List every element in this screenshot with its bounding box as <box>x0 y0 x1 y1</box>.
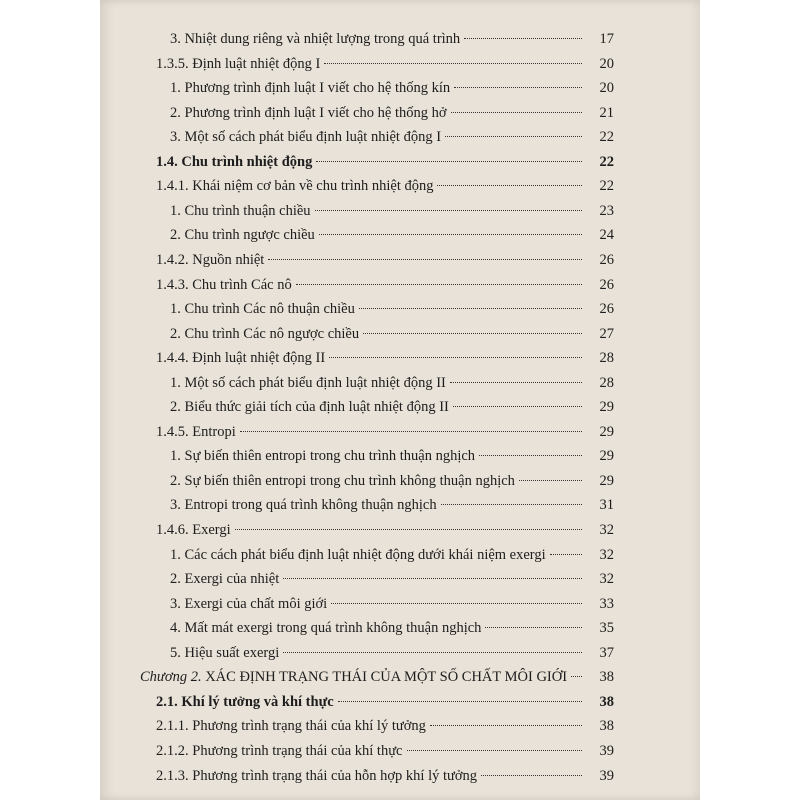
toc-page-number: 26 <box>599 251 614 268</box>
toc-page-number: 39 <box>599 742 614 759</box>
dot-leader <box>453 406 582 407</box>
dot-leader <box>268 259 582 260</box>
toc-entry-text: 3. Entropi trong quá trình không thuận nghịch <box>170 497 437 514</box>
toc-page-number: 39 <box>599 767 614 784</box>
dot-leader <box>338 701 582 702</box>
toc-entry-title <box>156 743 403 760</box>
dot-leader <box>296 284 582 285</box>
toc-entry-text: 1. Một số cách phát biểu định luật nhiệt động II <box>170 374 446 391</box>
toc-entry-title <box>170 375 446 392</box>
toc-page-number: 29 <box>599 472 614 489</box>
toc-entry-text: 1. Chu trình Các nô thuận chiều <box>170 301 355 318</box>
toc-entry-text: 2. Chu trình Các nô ngược chiều <box>170 325 360 342</box>
toc-entry-text: 1.4.4. Định luật nhiệt động II <box>156 350 326 367</box>
toc-page-number: 35 <box>599 620 614 637</box>
toc-entry-title <box>170 571 279 588</box>
toc-entry <box>170 571 614 591</box>
toc-entry-text: XÁC ĐỊNH TRẠNG THÁI CỦA MỘT SỐ CHẤT MÔI GIỚI <box>205 669 568 686</box>
toc-entry <box>170 473 614 493</box>
toc-page-number: 27 <box>599 325 614 342</box>
toc-entry-title <box>156 56 320 73</box>
toc-entry-text: 2. Sự biến thiên entropi trong chu trình không thuận nghịch <box>170 472 515 489</box>
toc-entry <box>170 448 614 468</box>
toc-entry-title <box>170 105 447 122</box>
toc-entry <box>156 424 614 444</box>
book-page <box>100 0 700 800</box>
toc-entry-title <box>156 277 292 294</box>
toc-entry <box>170 620 614 640</box>
toc-entry-text: 1. Chu trình thuận chiều <box>170 202 311 219</box>
dot-leader <box>235 529 582 530</box>
toc-page-number: 38 <box>599 718 614 735</box>
toc-page-number: 22 <box>599 178 614 195</box>
toc-entry-title <box>170 473 515 490</box>
toc-entry-title <box>170 399 449 416</box>
toc-entry-title <box>156 154 312 171</box>
toc-page-number: 32 <box>599 522 614 538</box>
toc-entry <box>170 645 614 665</box>
toc-entry-title <box>170 129 441 146</box>
toc-page-number: 28 <box>599 374 614 391</box>
toc-entry-title <box>170 448 475 465</box>
toc-page-number: 20 <box>599 80 614 97</box>
toc-page-number: 32 <box>599 571 614 588</box>
dot-leader <box>407 750 583 751</box>
toc-entry-title <box>170 227 315 244</box>
dot-leader <box>445 136 582 137</box>
toc-entry-text: 1.4.5. Entropi <box>156 423 236 440</box>
toc-entry <box>170 596 614 616</box>
dot-leader <box>283 578 582 579</box>
dot-leader <box>450 382 582 383</box>
dot-leader <box>451 112 582 113</box>
dot-leader <box>481 775 582 776</box>
toc-entry-title <box>156 718 426 735</box>
toc-entry <box>156 178 614 198</box>
toc-page-number: 24 <box>599 227 614 244</box>
toc-entry-text: 1. Phương trình định luật I viết cho hệ thống kín <box>170 80 451 97</box>
toc-entry-title <box>170 80 450 97</box>
toc-entry-text: 2.1.3. Phương trình trạng thái của hỗn hợp khí lý tưởng <box>156 767 478 784</box>
toc-entry <box>156 743 614 763</box>
dot-leader <box>240 431 582 432</box>
dot-leader <box>363 333 582 334</box>
dot-leader <box>485 627 582 628</box>
toc-entry <box>170 399 614 419</box>
dot-leader <box>319 234 582 235</box>
toc-page-number: 26 <box>599 301 614 318</box>
dot-leader <box>331 603 582 604</box>
toc-entry-title <box>170 596 327 613</box>
toc-entry-title <box>140 669 567 686</box>
dot-leader <box>550 554 582 555</box>
toc-entry <box>170 326 614 346</box>
toc-entry-text: 2.1.2. Phương trình trạng thái của khí thực <box>156 742 403 759</box>
toc-entry <box>170 80 614 100</box>
toc-entry <box>170 497 614 517</box>
dot-leader <box>283 652 582 653</box>
dot-leader <box>519 480 582 481</box>
toc-entry-text: 1.4.6. Exergi <box>156 522 231 538</box>
toc-entry-text: 1.4. Chu trình nhiệt động <box>156 153 313 170</box>
toc-page-number: 17 <box>599 31 614 47</box>
toc-page-number: 29 <box>599 448 614 465</box>
toc-entry <box>170 375 614 395</box>
dot-leader <box>324 63 582 64</box>
toc-entry-title <box>170 301 355 318</box>
toc-entry <box>156 154 614 174</box>
toc-entry <box>156 718 614 738</box>
toc-entry-text: 3. Exergi của chất môi giới <box>170 595 328 612</box>
toc-entry <box>156 522 614 542</box>
toc-entry <box>156 350 614 370</box>
toc-entry-text: 2.1.1. Phương trình trạng thái của khí lý tưởng <box>156 718 426 735</box>
toc-entry-title <box>170 31 460 48</box>
toc-page-number: 22 <box>599 153 614 170</box>
toc-page-number: 37 <box>599 644 614 661</box>
dot-leader <box>441 504 582 505</box>
toc-entry-text: 1.4.2. Nguồn nhiệt <box>156 251 265 268</box>
toc-page-number: 29 <box>599 399 614 416</box>
toc-entry <box>156 252 614 272</box>
toc-entry-title <box>170 203 311 220</box>
toc-entry-text: 2. Biểu thức giải tích của định luật nhiệt động II <box>170 399 449 416</box>
toc-entry-text: 2. Phương trình định luật I viết cho hệ thống hở <box>170 104 447 121</box>
toc-page-number: 38 <box>599 693 614 710</box>
toc-entry-text: 4. Mất mát exergi trong quá trình không thuận nghịch <box>170 620 482 637</box>
toc-entry <box>156 277 614 297</box>
toc-entry <box>156 768 614 788</box>
dot-leader <box>479 455 582 456</box>
toc-entry-text: 1.4.3. Chu trình Các nô <box>156 276 292 293</box>
toc-entry <box>140 669 614 689</box>
toc-entry-text: 5. Hiệu suất exergi <box>170 644 280 661</box>
toc-entry-title <box>170 326 359 343</box>
dot-leader <box>571 676 582 677</box>
toc-entry-title <box>170 620 481 637</box>
dot-leader <box>430 725 582 726</box>
toc-page-number: 28 <box>599 350 614 367</box>
toc-entry <box>170 105 614 125</box>
toc-entry <box>170 301 614 321</box>
dot-leader <box>329 357 582 358</box>
toc-page-number: 32 <box>599 546 614 563</box>
toc-entry-text: 1. Sự biến thiên entropi trong chu trình thuận nghịch <box>170 448 476 465</box>
toc-entry-text: 1. Các cách phát biểu định luật nhiệt động dưới khái niệm exergi <box>170 546 546 563</box>
toc-entry-text: 1.4.1. Khái niệm cơ bản về chu trình nhiệt động <box>156 178 434 195</box>
dot-leader <box>316 161 582 162</box>
toc-entry-title <box>156 350 325 367</box>
toc-entry-title <box>156 522 231 539</box>
toc-entry <box>170 203 614 223</box>
toc-entry-title <box>156 252 264 269</box>
dot-leader <box>315 210 582 211</box>
toc-page-number: 31 <box>599 497 614 514</box>
toc-entry-title <box>156 768 477 785</box>
toc-page-number: 22 <box>599 129 614 146</box>
toc-page-number: 38 <box>599 669 614 686</box>
toc-entry-title <box>170 547 546 564</box>
toc-entry-title <box>156 694 334 711</box>
toc-entry-title <box>170 497 437 514</box>
toc-entry-text: 3. Một số cách phát biểu định luật nhiệt động I <box>170 129 442 146</box>
toc-entry <box>170 31 614 51</box>
dot-leader <box>437 185 582 186</box>
dot-leader <box>464 38 582 39</box>
toc-entry <box>156 694 614 714</box>
toc-page-number: 21 <box>599 104 614 121</box>
toc-entry-text: 2. Exergi của nhiệt <box>170 571 280 588</box>
toc-entry-text: 2.1. Khí lý tưởng và khí thực <box>156 693 334 710</box>
toc-entry-text: 3. Nhiệt dung riêng và nhiệt lượng trong quá trình <box>170 31 461 47</box>
toc-page-number: 26 <box>599 276 614 293</box>
toc-entry <box>170 129 614 149</box>
toc-page-number: 20 <box>599 55 614 72</box>
toc-page-number: 33 <box>599 595 614 612</box>
dot-leader <box>359 308 582 309</box>
toc-page-number: 29 <box>599 423 614 440</box>
toc-entry <box>170 227 614 247</box>
toc-entry-text: 2. Chu trình ngược chiều <box>170 227 315 244</box>
toc-entry <box>170 547 614 567</box>
chapter-label: Chương 2. <box>140 669 202 686</box>
toc-page-number: 23 <box>599 202 614 219</box>
dot-leader <box>454 87 582 88</box>
toc-entry-title <box>156 424 236 441</box>
toc-entry-title <box>156 178 433 195</box>
toc-entry-title <box>170 645 279 662</box>
toc-entry-text: 1.3.5. Định luật nhiệt động I <box>156 55 321 72</box>
toc-entry <box>156 56 614 76</box>
